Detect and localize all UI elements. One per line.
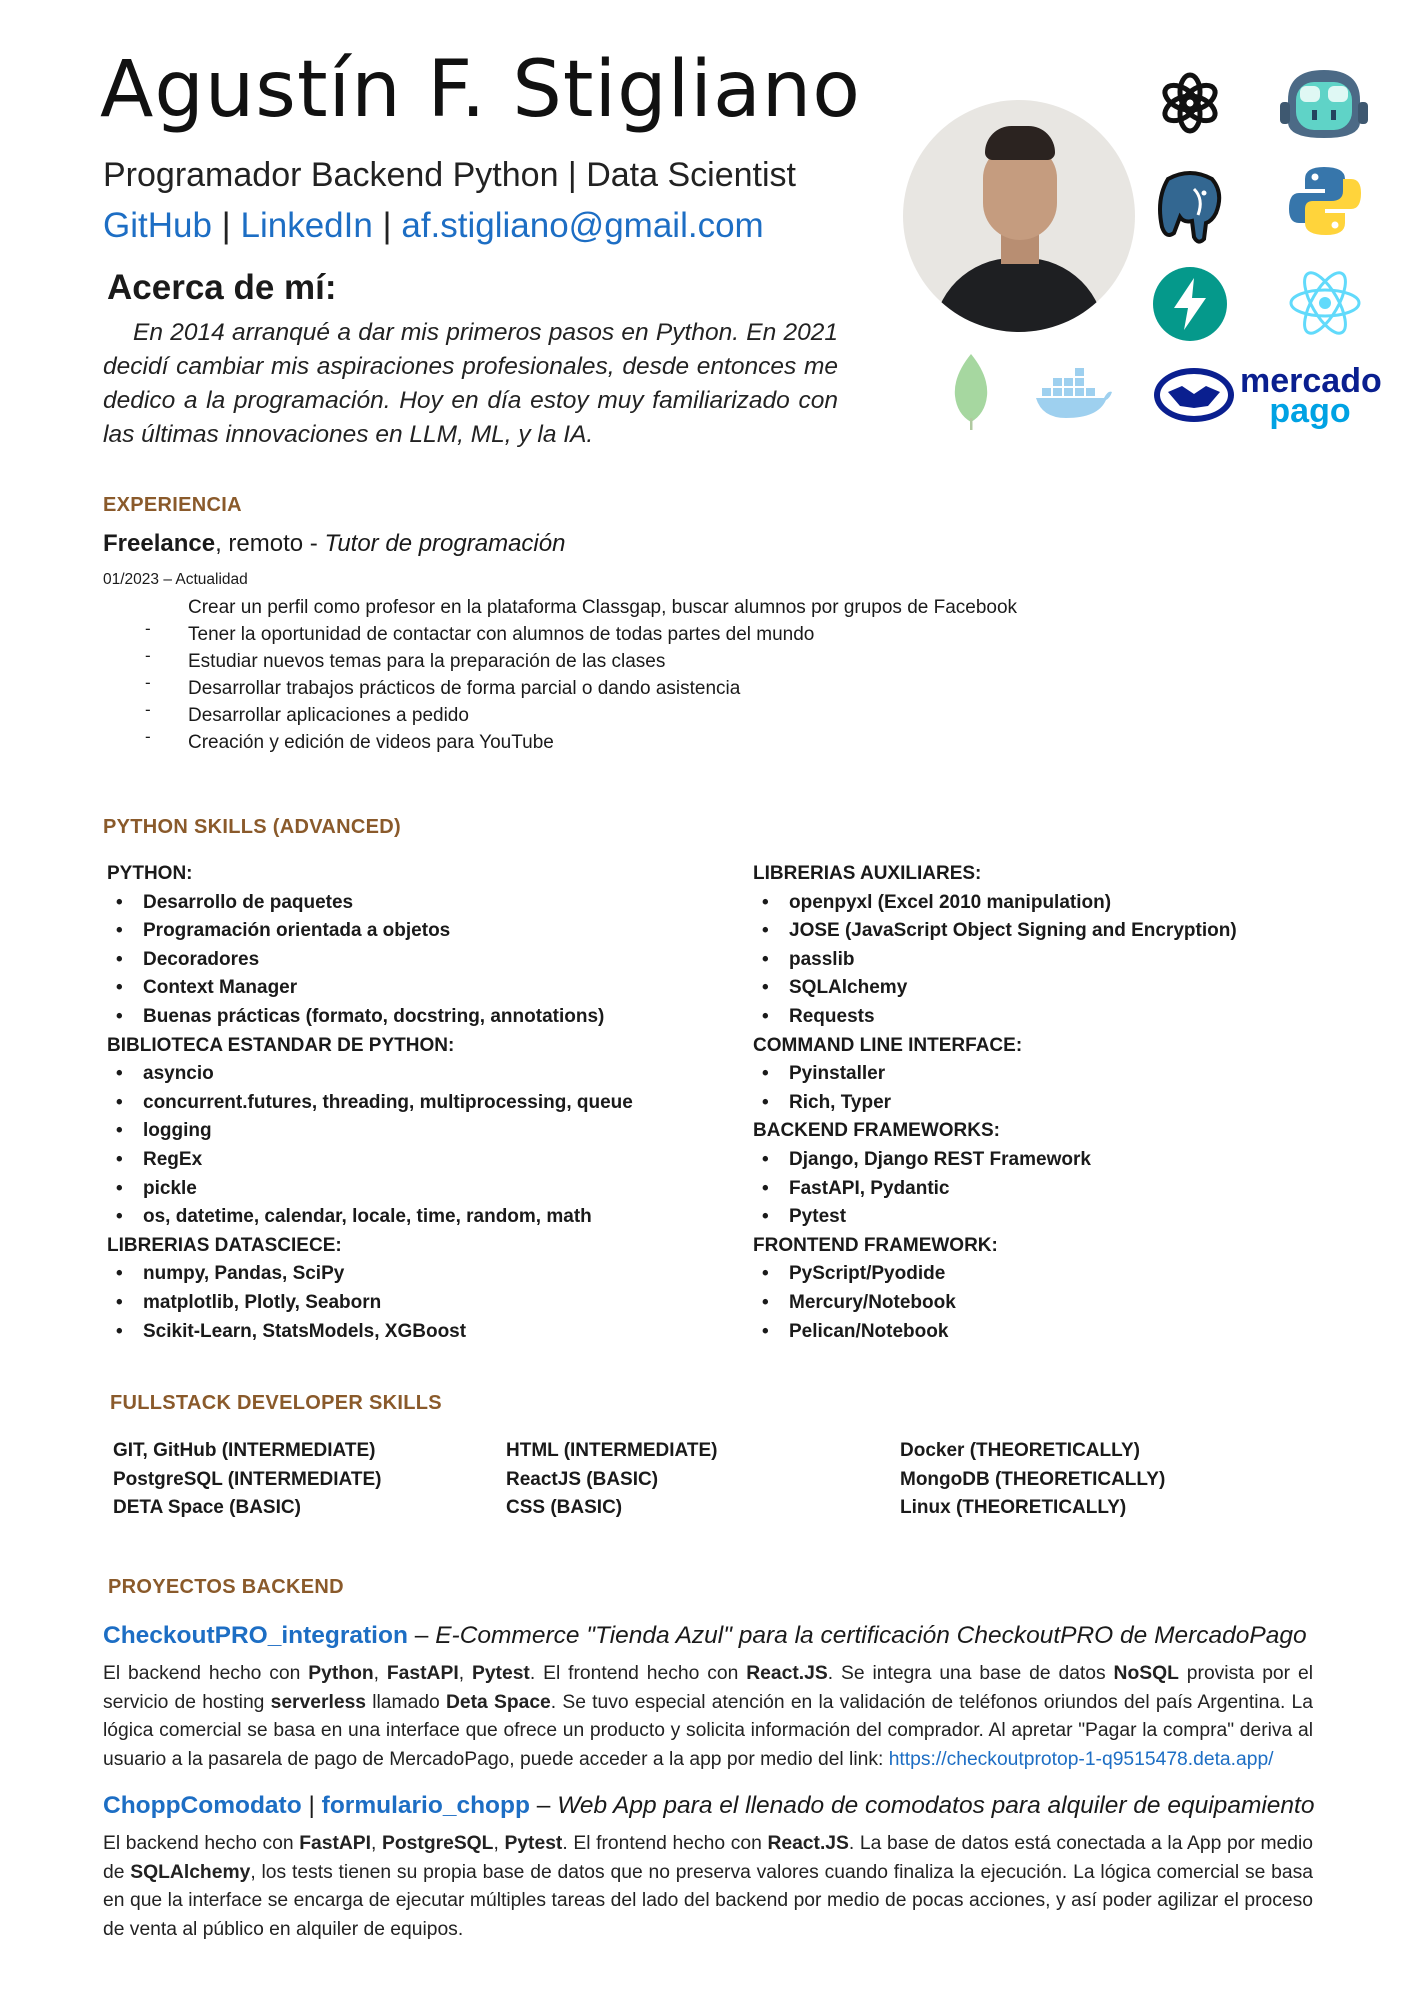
github-link[interactable]: GitHub bbox=[103, 206, 212, 245]
text: , bbox=[373, 1663, 387, 1684]
bold-text: Pytest bbox=[471, 1663, 530, 1684]
text: . El frontend hecho con bbox=[529, 1663, 747, 1684]
mercadopago-logo-top: mercado bbox=[1240, 362, 1382, 400]
project-1-subtitle: E-Commerce "Tienda Azul" para la certificación CheckoutPRO de MercadoPago bbox=[435, 1622, 1307, 1649]
openai-icon bbox=[1153, 66, 1227, 140]
skill-heading: PYTHON: bbox=[107, 863, 193, 884]
mercadopago-logo-bottom: pago bbox=[1269, 392, 1351, 430]
dash: – bbox=[407, 1622, 436, 1649]
list-item: • Scikit-Learn, StatsModels, XGBoost bbox=[107, 1318, 633, 1347]
bold-text: React.JS bbox=[746, 1663, 828, 1684]
project-2-title bbox=[103, 1792, 1314, 1820]
react-icon bbox=[1286, 266, 1364, 340]
duties-list bbox=[140, 594, 1017, 756]
project-2-link[interactable]: ChoppComodato bbox=[103, 1792, 302, 1819]
list-item: • JOSE (JavaScript Object Signing and Encryption) bbox=[753, 917, 1237, 946]
text: llamado bbox=[366, 1691, 446, 1713]
list-item: • concurrent.futures, threading, multiprocessing, queue bbox=[107, 1089, 633, 1118]
linkedin-link[interactable]: LinkedIn bbox=[240, 206, 373, 245]
project-1-description bbox=[103, 1660, 1313, 1774]
bold-text: Pytest bbox=[504, 1833, 563, 1854]
text: . Se integra una base de datos bbox=[827, 1663, 1114, 1684]
text: , bbox=[458, 1663, 472, 1684]
mercadopago-logo bbox=[1240, 362, 1382, 430]
docker-icon bbox=[1034, 362, 1114, 422]
email-link[interactable]: af.stigliano@gmail.com bbox=[401, 206, 764, 245]
list-item: - Desarrollar trabajos prácticos de forma parcial o dando asistencia bbox=[140, 675, 1017, 702]
text: , bbox=[371, 1833, 383, 1854]
python-skills-right bbox=[753, 860, 1237, 1346]
text: El backend hecho con bbox=[103, 1663, 309, 1684]
list-item: - Estudiar nuevos temas para la preparación de las clases bbox=[140, 648, 1017, 675]
list-item: Crear un perfil como profesor en la plataforma Classgap, buscar alumnos por grupos de Facebook bbox=[188, 597, 1018, 618]
skill-heading: LIBRERIAS AUXILIARES: bbox=[753, 863, 982, 884]
skill-item: Linux (THEORETICALLY) bbox=[900, 1497, 1127, 1518]
list-item: • numpy, Pandas, SciPy bbox=[107, 1260, 633, 1289]
text: . Se tuvo especial atención en la validación de teléfonos oriundos del país Argentina. La lógica comercial se basa en una interface que ofrece un producto y solicita información del comprador. Al apretar "Pagar la compra" deriva al usuario a la pasarela de pago de MercadoPago, puede acceder a la app por medio del link: bbox=[103, 1691, 1313, 1770]
project-1-title bbox=[103, 1622, 1307, 1650]
list-item: • Pytest bbox=[753, 1203, 1237, 1232]
skill-item: CSS (BASIC) bbox=[506, 1497, 623, 1518]
skill-heading: BACKEND FRAMEWORKS: bbox=[753, 1120, 1000, 1142]
list-item: • pickle bbox=[107, 1175, 633, 1204]
separator: | bbox=[372, 206, 402, 245]
skill-heading: LIBRERIAS DATASCIECE: bbox=[107, 1234, 342, 1256]
project-1-url[interactable]: https://checkoutprotop-1-q9515478.deta.app/ bbox=[888, 1748, 1274, 1770]
skill-item: DETA Space (BASIC) bbox=[113, 1497, 301, 1518]
list-item: • Rich, Typer bbox=[753, 1089, 1237, 1118]
experience-date: 01/2023 – Actualidad bbox=[103, 571, 248, 588]
position: Tutor de programación bbox=[324, 530, 566, 557]
list-item: • passlib bbox=[753, 946, 1237, 975]
about-title: Acerca de mí: bbox=[107, 268, 337, 307]
project-2-description bbox=[103, 1830, 1313, 1944]
bold-text: NoSQL bbox=[1113, 1663, 1179, 1684]
list-item: • asyncio bbox=[107, 1060, 633, 1089]
bold-text: PostgreSQL bbox=[382, 1833, 494, 1854]
experience-section-title: EXPERIENCIA bbox=[103, 494, 242, 516]
project-1-link[interactable]: CheckoutPRO_integration bbox=[103, 1622, 408, 1649]
profile-photo bbox=[903, 100, 1135, 332]
experience-job bbox=[103, 530, 565, 558]
list-item: • matplotlib, Plotly, Seaborn bbox=[107, 1289, 633, 1318]
text: El backend hecho con bbox=[103, 1833, 300, 1854]
list-item: • Pelican/Notebook bbox=[753, 1318, 1237, 1347]
list-item: - Creación y edición de videos para YouTube bbox=[140, 729, 1017, 756]
candidate-name: Agustín F. Stigliano bbox=[100, 45, 861, 135]
text: provista por el servicio de hosting bbox=[103, 1663, 1313, 1713]
list-item: • Requests bbox=[753, 1003, 1237, 1032]
skill-item: MongoDB (THEORETICALLY) bbox=[900, 1468, 1166, 1490]
bold-text: Python bbox=[308, 1663, 374, 1684]
skill-item: Docker (THEORETICALLY) bbox=[900, 1440, 1140, 1461]
skill-item: GIT, GitHub (INTERMEDIATE) bbox=[113, 1440, 376, 1461]
job-title: Programador Backend Python | Data Scientist bbox=[103, 156, 796, 194]
list-item: - Desarrollar aplicaciones a pedido bbox=[140, 702, 1017, 729]
skill-heading: BIBLIOTECA ESTANDAR DE PYTHON: bbox=[107, 1034, 455, 1056]
separator: | bbox=[301, 1792, 322, 1819]
postgresql-icon bbox=[1152, 168, 1228, 246]
project-2-repo-link[interactable]: formulario_chopp bbox=[321, 1792, 530, 1819]
mongodb-icon bbox=[946, 352, 996, 432]
projects-title: PROYECTOS BACKEND bbox=[108, 1576, 344, 1598]
bold-text: serverless bbox=[270, 1691, 367, 1713]
bold-text: FastAPI bbox=[386, 1663, 459, 1684]
skill-heading: FRONTEND FRAMEWORK: bbox=[753, 1234, 998, 1256]
python-skills-title: PYTHON SKILLS (ADVANCED) bbox=[103, 816, 401, 838]
text: . El frontend hecho con bbox=[562, 1833, 768, 1854]
text: , los tests tienen su propia base de datos que no preserva valores cuando finaliza la ejecución. La lógica comercial se basa en que la interface se encarga de ejecutar múltiples tareas del lado del backend por medio de pocas acciones, y así poder agilizar el proceso de venta al público en alquiler de equipos. bbox=[103, 1861, 1313, 1940]
fullstack-col-2 bbox=[506, 1437, 717, 1523]
location: , remoto - bbox=[215, 530, 325, 557]
text: , bbox=[493, 1833, 505, 1854]
bold-text: React.JS bbox=[767, 1833, 849, 1854]
bold-text: Deta Space bbox=[445, 1691, 551, 1713]
fullstack-col-1 bbox=[113, 1437, 381, 1523]
list-item: • Django, Django REST Framework bbox=[753, 1146, 1237, 1175]
skill-item: ReactJS (BASIC) bbox=[506, 1468, 659, 1490]
separator: | bbox=[211, 206, 241, 245]
mercadopago-handshake-icon bbox=[1152, 366, 1236, 424]
skill-item: PostgreSQL (INTERMEDIATE) bbox=[113, 1468, 382, 1490]
list-item: • SQLAlchemy bbox=[753, 974, 1237, 1003]
fastapi-icon bbox=[1152, 266, 1228, 342]
project-2-subtitle: Web App para el llenado de comodatos para alquiler de equipamiento bbox=[557, 1792, 1315, 1819]
skill-item: HTML (INTERMEDIATE) bbox=[506, 1440, 718, 1461]
list-item: • logging bbox=[107, 1117, 633, 1146]
list-item: • FastAPI, Pydantic bbox=[753, 1175, 1237, 1204]
bold-text: FastAPI bbox=[299, 1833, 372, 1854]
list-item: • Context Manager bbox=[107, 974, 633, 1003]
list-item: • PyScript/Pyodide bbox=[753, 1260, 1237, 1289]
python-icon bbox=[1286, 162, 1364, 240]
list-item: • Programación orientada a objetos bbox=[107, 917, 633, 946]
text: . La base de datos está conectada a la App por medio de bbox=[103, 1833, 1313, 1883]
list-item: • Pyinstaller bbox=[753, 1060, 1237, 1089]
fullstack-col-3 bbox=[900, 1437, 1165, 1523]
contact-links bbox=[103, 206, 764, 246]
bold-text: SQLAlchemy bbox=[130, 1861, 251, 1883]
list-item: • Desarrollo de paquetes bbox=[107, 889, 633, 918]
list-item: • Decoradores bbox=[107, 946, 633, 975]
list-item: • Buenas prácticas (formato, docstring, annotations) bbox=[107, 1003, 633, 1032]
skill-heading: COMMAND LINE INTERFACE: bbox=[753, 1034, 1023, 1056]
dash: – bbox=[529, 1792, 558, 1819]
list-item: • openpyxl (Excel 2010 manipulation) bbox=[753, 889, 1237, 918]
python-skills-left bbox=[107, 860, 633, 1346]
fullstack-title: FULLSTACK DEVELOPER SKILLS bbox=[110, 1392, 442, 1414]
about-text: En 2014 arranqué a dar mis primeros pasos en Python. En 2021 decidí cambiar mis aspiraciones profesionales, desde entonces me dedico a la programación. Hoy en día estoy muy familiarizado con las últimas innovaciones en LLM, ML, y la IA. bbox=[103, 319, 838, 448]
company: Freelance bbox=[103, 530, 216, 557]
list-item: • RegEx bbox=[107, 1146, 633, 1175]
copilot-icon bbox=[1276, 60, 1372, 146]
list-item: • Mercury/Notebook bbox=[753, 1289, 1237, 1318]
list-item: - Tener la oportunidad de contactar con alumnos de todas partes del mundo bbox=[140, 621, 1017, 648]
list-item: • os, datetime, calendar, locale, time, random, math bbox=[107, 1203, 633, 1232]
